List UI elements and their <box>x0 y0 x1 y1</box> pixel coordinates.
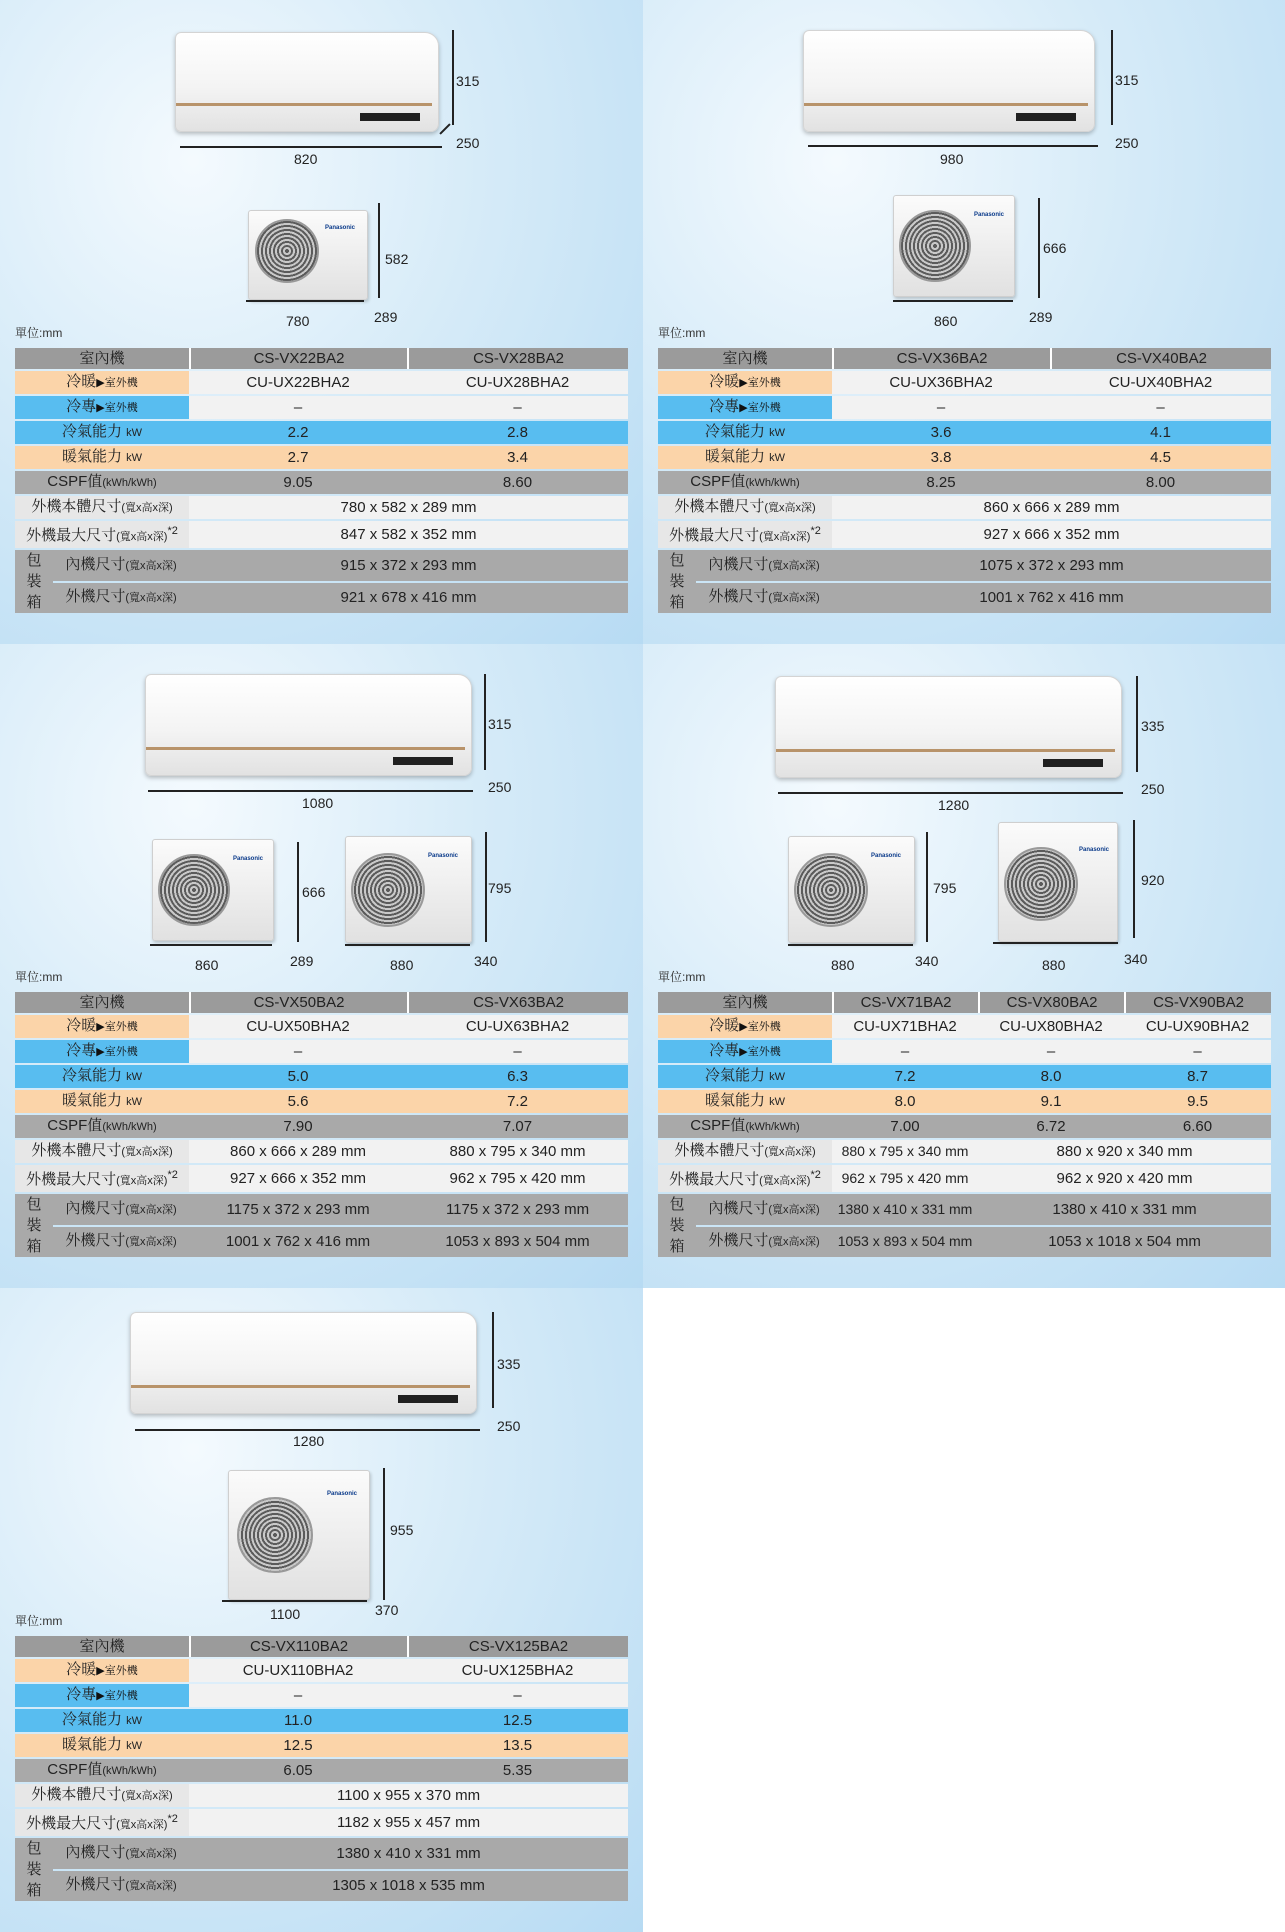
packing-label: 包 裝 箱 <box>15 550 53 613</box>
pack-outdoor-size: 1053 x 893 x 504 mm <box>407 1227 628 1258</box>
indoor-unit-image <box>775 676 1122 778</box>
row-label-outdoor-max: 外機最大尺寸(寬x高x深)$^{*2}$ <box>15 521 189 548</box>
row-label-cspf: CSPF值(kWh/kWh) <box>658 1115 832 1138</box>
row-label-cooling-capacity: 冷氣能力 kW <box>15 1709 189 1732</box>
pack-indoor-label: 內機尺寸(寬x高x深) <box>696 1194 832 1225</box>
outdoor-max-size: 927 x 666 x 352 mm <box>832 521 1271 548</box>
heating-value: 7.2 <box>407 1090 628 1113</box>
packing-label: 包 裝 箱 <box>658 550 696 613</box>
indoor-model: CS-VX80BA2 <box>978 992 1124 1013</box>
row-label-cooling-capacity: 冷氣能力 kW <box>658 1065 832 1088</box>
heating-value: 9.1 <box>978 1090 1124 1113</box>
pack-indoor-size: 1175 x 372 x 293 mm <box>407 1194 628 1225</box>
cspf-value: 6.05 <box>189 1759 407 1782</box>
pack-indoor-size: 1075 x 372 x 293 mm <box>832 550 1271 581</box>
cool-only-model: – <box>832 1040 978 1063</box>
cool-only-model: – <box>407 1684 628 1707</box>
indoor-width-dim: 980 <box>940 151 964 167</box>
row-label-heating-capacity: 暖氣能力 kW <box>15 1734 189 1757</box>
outdoor2-depth-dim: 340 <box>1124 951 1148 967</box>
outdoor-height-dim: 666 <box>1043 240 1067 256</box>
outdoor-model: CU-UX50BHA2 <box>189 1015 407 1038</box>
unit-label: 單位:mm <box>15 970 63 984</box>
packing-label: 包 裝 箱 <box>658 1194 696 1257</box>
outdoor-model: CU-UX63BHA2 <box>407 1015 628 1038</box>
row-label-cspf: CSPF值(kWh/kWh) <box>658 471 832 494</box>
pack-outdoor-size: 1305 x 1018 x 535 mm <box>189 1871 628 1902</box>
row-label-heating-capacity: 暖氣能力 kW <box>15 446 189 469</box>
cool-only-model: – <box>189 1040 407 1063</box>
indoor-unit-image <box>145 674 472 776</box>
outdoor-model: CU-UX28BHA2 <box>407 371 628 394</box>
row-label-cooling-capacity: 冷氣能力 kW <box>15 1065 189 1088</box>
indoor-model: CS-VX40BA2 <box>1050 348 1271 369</box>
row-label-outdoor-body: 外機本體尺寸(寬x高x深) <box>15 1140 189 1163</box>
cooling-value: 11.0 <box>189 1709 407 1732</box>
outdoor-depth-dim: 340 <box>915 953 939 969</box>
cspf-value: 9.05 <box>189 471 407 494</box>
cool-only-model: – <box>1124 1040 1271 1063</box>
outdoor-max-size: 1182 x 955 x 457 mm <box>189 1809 628 1836</box>
outdoor-max-size: 847 x 582 x 352 mm <box>189 521 628 548</box>
indoor-height-dim: 315 <box>488 716 512 732</box>
packing-label: 包 裝 箱 <box>15 1194 53 1257</box>
cooling-value: 4.1 <box>1050 421 1271 444</box>
cooling-value: 8.7 <box>1124 1065 1271 1088</box>
indoor-model: CS-VX71BA2 <box>832 992 978 1013</box>
row-label-heating-capacity: 暖氣能力 kW <box>658 446 832 469</box>
cspf-value: 6.60 <box>1124 1115 1271 1138</box>
unit-label: 單位:mm <box>15 326 63 340</box>
row-label-outdoor-max: 外機最大尺寸(寬x高x深)$^{*2}$ <box>658 521 832 548</box>
row-label-heat-outdoor: 冷暖▶室外機 <box>658 1015 832 1038</box>
row-label-cspf: CSPF值(kWh/kWh) <box>15 471 189 494</box>
pack-outdoor-size: 1053 x 1018 x 504 mm <box>978 1227 1271 1258</box>
outdoor2-height-dim: 920 <box>1141 872 1165 888</box>
indoor-header: 室內機 <box>15 348 189 369</box>
outdoor-body-size: 1100 x 955 x 370 mm <box>189 1784 628 1807</box>
heating-value: 4.5 <box>1050 446 1271 469</box>
heating-value: 8.0 <box>832 1090 978 1113</box>
row-label-heat-outdoor: 冷暖▶室外機 <box>15 1659 189 1682</box>
indoor-model: CS-VX125BA2 <box>407 1636 628 1657</box>
spec-panel-vx110-125 <box>0 1288 643 1932</box>
pack-indoor-size: 1380 x 410 x 331 mm <box>978 1194 1271 1225</box>
spec-panel-vx50-63 <box>0 644 643 1288</box>
row-label-cool-outdoor: 冷專▶室外機 <box>15 1684 189 1707</box>
pack-outdoor-label: 外機尺寸(寬x高x深) <box>53 1871 189 1902</box>
outdoor-width-dim: 880 <box>831 957 855 973</box>
cooling-value: 8.0 <box>978 1065 1124 1088</box>
spec-table <box>658 990 1271 1259</box>
outdoor-model: CU-UX90BHA2 <box>1124 1015 1271 1038</box>
indoor-unit-image <box>175 32 439 132</box>
outdoor-width-dim: 860 <box>195 957 219 973</box>
outdoor-height-dim: 795 <box>933 880 957 896</box>
pack-outdoor-label: 外機尺寸(寬x高x深) <box>696 583 832 614</box>
unit-label: 單位:mm <box>15 1614 63 1628</box>
heating-value: 2.7 <box>189 446 407 469</box>
pack-indoor-label: 內機尺寸(寬x高x深) <box>53 550 189 581</box>
outdoor2-height-dim: 795 <box>488 880 512 896</box>
row-label-cool-outdoor: 冷專▶室外機 <box>15 396 189 419</box>
cool-only-model: – <box>407 396 628 419</box>
outdoor-unit-image: Panasonic <box>893 195 1015 297</box>
indoor-depth-dim: 250 <box>456 135 480 151</box>
pack-outdoor-label: 外機尺寸(寬x高x深) <box>696 1227 832 1258</box>
pack-outdoor-label: 外機尺寸(寬x高x深) <box>53 583 189 614</box>
indoor-header: 室內機 <box>658 348 832 369</box>
outdoor-unit-image: Panasonic <box>788 836 915 943</box>
outdoor-max-size: 927 x 666 x 352 mm <box>189 1165 407 1192</box>
row-label-outdoor-max: 外機最大尺寸(寬x高x深)$^{*2}$ <box>15 1165 189 1192</box>
outdoor2-width-dim: 880 <box>390 957 414 973</box>
outdoor-max-size: 962 x 795 x 420 mm <box>407 1165 628 1192</box>
outdoor-depth-dim: 289 <box>290 953 314 969</box>
outdoor-body-size: 880 x 795 x 340 mm <box>832 1140 978 1163</box>
row-label-cool-outdoor: 冷專▶室外機 <box>658 1040 832 1063</box>
pack-outdoor-size: 1001 x 762 x 416 mm <box>189 1227 407 1258</box>
row-label-outdoor-max: 外機最大尺寸(寬x高x深)$^{*2}$ <box>15 1809 189 1836</box>
cspf-value: 5.35 <box>407 1759 628 1782</box>
cspf-value: 8.25 <box>832 471 1050 494</box>
cooling-value: 2.8 <box>407 421 628 444</box>
heating-value: 9.5 <box>1124 1090 1271 1113</box>
indoor-header: 室內機 <box>15 1636 189 1657</box>
pack-indoor-label: 內機尺寸(寬x高x深) <box>696 550 832 581</box>
indoor-unit-image <box>130 1312 477 1414</box>
outdoor-model: CU-UX71BHA2 <box>832 1015 978 1038</box>
outdoor-width-dim: 1100 <box>270 1606 301 1622</box>
heating-value: 3.8 <box>832 446 1050 469</box>
pack-indoor-size: 1380 x 410 x 331 mm <box>832 1194 978 1225</box>
indoor-depth-dim: 250 <box>488 779 512 795</box>
row-label-cool-outdoor: 冷專▶室外機 <box>658 396 832 419</box>
outdoor-model: CU-UX36BHA2 <box>832 371 1050 394</box>
outdoor-body-size: 780 x 582 x 289 mm <box>189 496 628 519</box>
outdoor-model: CU-UX110BHA2 <box>189 1659 407 1682</box>
heating-value: 3.4 <box>407 446 628 469</box>
row-label-cspf: CSPF值(kWh/kWh) <box>15 1115 189 1138</box>
indoor-model: CS-VX50BA2 <box>189 992 407 1013</box>
outdoor-height-dim: 955 <box>390 1522 414 1538</box>
row-label-outdoor-max: 外機最大尺寸(寬x高x深)$^{*2}$ <box>658 1165 832 1192</box>
heating-value: 5.6 <box>189 1090 407 1113</box>
row-label-heat-outdoor: 冷暖▶室外機 <box>658 371 832 394</box>
row-label-cooling-capacity: 冷氣能力 kW <box>15 421 189 444</box>
indoor-height-dim: 335 <box>497 1356 521 1372</box>
cooling-value: 5.0 <box>189 1065 407 1088</box>
outdoor-body-size: 880 x 795 x 340 mm <box>407 1140 628 1163</box>
indoor-model: CS-VX90BA2 <box>1124 992 1271 1013</box>
outdoor-width-dim: 860 <box>934 313 958 329</box>
outdoor-body-size: 860 x 666 x 289 mm <box>832 496 1271 519</box>
row-label-heating-capacity: 暖氣能力 kW <box>15 1090 189 1113</box>
cool-only-model: – <box>978 1040 1124 1063</box>
heating-value: 13.5 <box>407 1734 628 1757</box>
spec-table <box>658 346 1271 615</box>
pack-indoor-size: 1380 x 410 x 331 mm <box>189 1838 628 1869</box>
pack-indoor-label: 內機尺寸(寬x高x深) <box>53 1838 189 1869</box>
pack-indoor-size: 915 x 372 x 293 mm <box>189 550 628 581</box>
row-label-outdoor-body: 外機本體尺寸(寬x高x深) <box>658 496 832 519</box>
indoor-header: 室內機 <box>15 992 189 1013</box>
outdoor-model: CU-UX22BHA2 <box>189 371 407 394</box>
spec-panel-vx22-28 <box>0 0 643 644</box>
indoor-height-dim: 315 <box>1115 72 1139 88</box>
outdoor-height-dim: 582 <box>385 251 409 267</box>
cool-only-model: – <box>407 1040 628 1063</box>
indoor-model: CS-VX110BA2 <box>189 1636 407 1657</box>
outdoor-unit-image: Panasonic <box>248 210 368 300</box>
outdoor-body-size: 880 x 920 x 340 mm <box>978 1140 1271 1163</box>
cspf-value: 7.90 <box>189 1115 407 1138</box>
outdoor-depth-dim: 289 <box>374 309 398 325</box>
outdoor-unit-image: Panasonic <box>152 839 274 941</box>
cspf-value: 8.60 <box>407 471 628 494</box>
outdoor-model: CU-UX125BHA2 <box>407 1659 628 1682</box>
outdoor-unit-image-2: Panasonic <box>998 822 1118 942</box>
outdoor-body-size: 860 x 666 x 289 mm <box>189 1140 407 1163</box>
cspf-value: 8.00 <box>1050 471 1271 494</box>
indoor-depth-dim: 250 <box>1115 135 1139 151</box>
indoor-model: CS-VX28BA2 <box>407 348 628 369</box>
cooling-value: 12.5 <box>407 1709 628 1732</box>
row-label-cool-outdoor: 冷專▶室外機 <box>15 1040 189 1063</box>
cooling-value: 7.2 <box>832 1065 978 1088</box>
indoor-depth-dim: 250 <box>1141 781 1165 797</box>
indoor-height-dim: 335 <box>1141 718 1165 734</box>
indoor-header: 室內機 <box>658 992 832 1013</box>
spec-panel-vx71-90 <box>643 644 1285 1288</box>
outdoor-unit-image-2: Panasonic <box>345 836 472 943</box>
row-label-outdoor-body: 外機本體尺寸(寬x高x深) <box>658 1140 832 1163</box>
pack-indoor-size: 1175 x 372 x 293 mm <box>189 1194 407 1225</box>
indoor-depth-dim: 250 <box>497 1418 521 1434</box>
row-label-heat-outdoor: 冷暖▶室外機 <box>15 1015 189 1038</box>
indoor-width-dim: 820 <box>294 151 318 167</box>
cool-only-model: – <box>1050 396 1271 419</box>
cspf-value: 7.07 <box>407 1115 628 1138</box>
indoor-model: CS-VX63BA2 <box>407 992 628 1013</box>
outdoor-model: CU-UX80BHA2 <box>978 1015 1124 1038</box>
outdoor2-width-dim: 880 <box>1042 957 1066 973</box>
pack-indoor-label: 內機尺寸(寬x高x深) <box>53 1194 189 1225</box>
indoor-model: CS-VX36BA2 <box>832 348 1050 369</box>
outdoor-max-size: 962 x 795 x 420 mm <box>832 1165 978 1192</box>
pack-outdoor-label: 外機尺寸(寬x高x深) <box>53 1227 189 1258</box>
pack-outdoor-size: 1001 x 762 x 416 mm <box>832 583 1271 614</box>
pack-outdoor-size: 1053 x 893 x 504 mm <box>832 1227 978 1258</box>
cooling-value: 6.3 <box>407 1065 628 1088</box>
cool-only-model: – <box>832 396 1050 419</box>
cooling-value: 2.2 <box>189 421 407 444</box>
spec-table <box>15 990 628 1259</box>
unit-label: 單位:mm <box>658 326 706 340</box>
pack-outdoor-size: 921 x 678 x 416 mm <box>189 583 628 614</box>
indoor-width-dim: 1280 <box>293 1433 325 1449</box>
cooling-value: 3.6 <box>832 421 1050 444</box>
spec-table <box>15 1634 628 1903</box>
row-label-heat-outdoor: 冷暖▶室外機 <box>15 371 189 394</box>
indoor-model: CS-VX22BA2 <box>189 348 407 369</box>
outdoor-unit-image: Panasonic <box>228 1470 370 1600</box>
cspf-value: 7.00 <box>832 1115 978 1138</box>
outdoor-depth-dim: 289 <box>1029 309 1053 325</box>
outdoor-depth-dim: 370 <box>375 1602 399 1618</box>
outdoor2-depth-dim: 340 <box>474 953 498 969</box>
row-label-outdoor-body: 外機本體尺寸(寬x高x深) <box>15 496 189 519</box>
outdoor-height-dim: 666 <box>302 884 326 900</box>
spec-panel-vx36-40 <box>643 0 1285 644</box>
row-label-outdoor-body: 外機本體尺寸(寬x高x深) <box>15 1784 189 1807</box>
row-label-cspf: CSPF值(kWh/kWh) <box>15 1759 189 1782</box>
outdoor-max-size: 962 x 920 x 420 mm <box>978 1165 1271 1192</box>
cool-only-model: – <box>189 396 407 419</box>
cspf-value: 6.72 <box>978 1115 1124 1138</box>
row-label-cooling-capacity: 冷氣能力 kW <box>658 421 832 444</box>
unit-label: 單位:mm <box>658 970 706 984</box>
indoor-width-dim: 1280 <box>938 797 970 813</box>
heating-value: 12.5 <box>189 1734 407 1757</box>
row-label-heating-capacity: 暖氣能力 kW <box>658 1090 832 1113</box>
packing-label: 包 裝 箱 <box>15 1838 53 1901</box>
cool-only-model: – <box>189 1684 407 1707</box>
indoor-width-dim: 1080 <box>302 795 334 811</box>
indoor-unit-image <box>803 30 1095 132</box>
outdoor-width-dim: 780 <box>286 313 310 329</box>
outdoor-model: CU-UX40BHA2 <box>1050 371 1271 394</box>
spec-table <box>15 346 628 615</box>
indoor-height-dim: 315 <box>456 73 480 89</box>
